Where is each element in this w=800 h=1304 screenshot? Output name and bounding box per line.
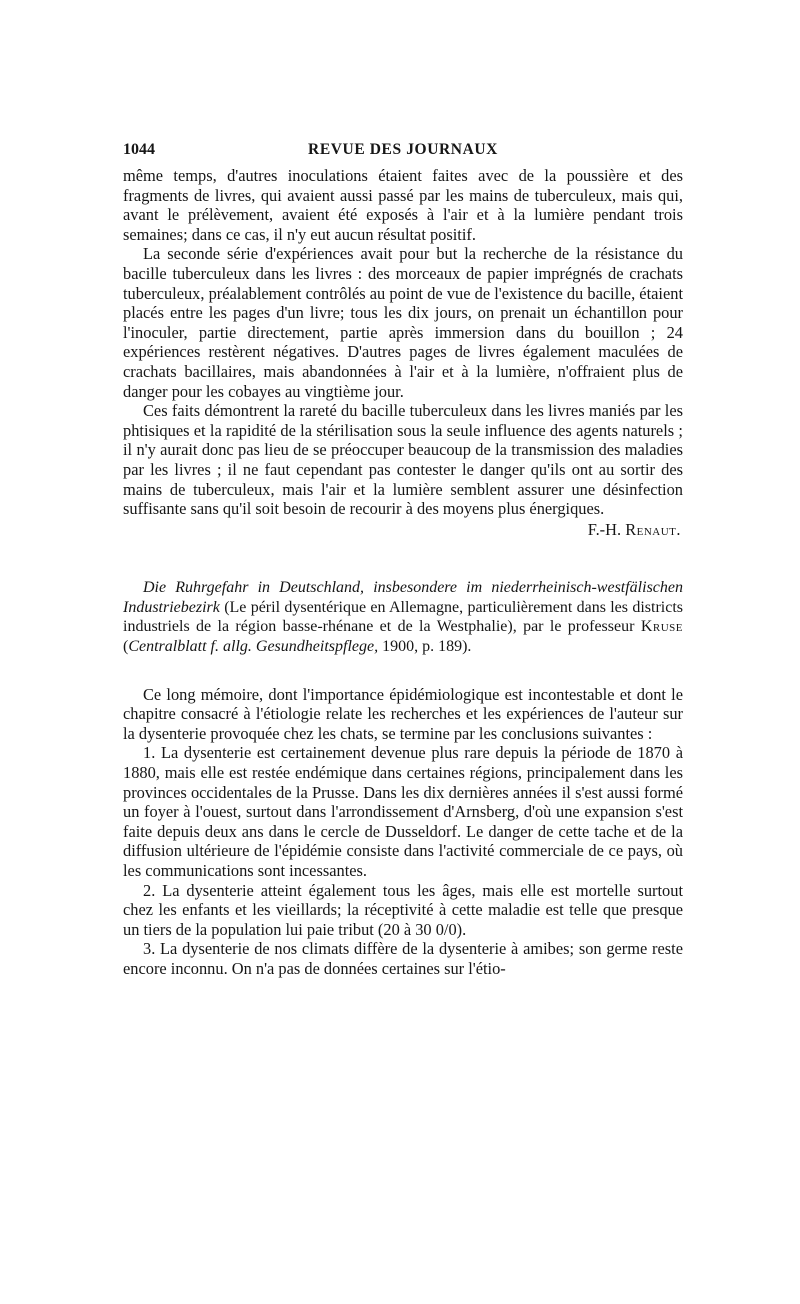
page-header [123,140,683,162]
signature-initials: F.-H. [587,519,622,539]
conclusion-item-3: 3. La dysenterie de nos climats diffère de la dysenterie à amibes; son germe reste encore inconnu. On n'a pas de données certaines sur l'étio- [123,939,683,978]
reference-paren: ( [123,638,129,656]
reference-details: 1900, p. 189). [378,638,472,656]
paragraph-resistance-experiments: La seconde série d'expériences avait pour but la recherche de la résistance du bacille tuberculeux dans les livres : des morceaux de papier imprégnés de crachats tuberculeux, préalablement contrôlés au point de vue de l'existence du bacille, étaient placés entre les pages d'un livre; tous les dix jours, on prenait un échantillon pour l'inoculer, partie directement, partie après immersion dans du bouillon ; 24 expériences restèrent négatives. D'autres pages de livres également maculées de crachats bacillaires, mais abandonnées à l'air et à la lumière, n'offraient plus de danger pour les cobayes au vingtième jour. [123,244,683,401]
signature-name: Renaut. [625,519,681,539]
conclusion-item-2: 2. La dysenterie atteint également tous les âges, mais elle est mortelle surtout chez les enfants et les vieillards; la réceptivité à cette maladie est telle que presque un tiers de la population lui paie tribut (20 à 30 0/0). [123,880,683,939]
author-signature [123,520,681,540]
reference-author: Kruse [640,618,683,636]
paragraph-conclusion: Ces faits démontrent la rareté du bacille tuberculeux dans les livres maniés par les phtisiques et la rapidité de la stérilisation sous la seule influence des agents naturels ; il n'y aurait donc pas lieu de se préoccuper beaucoup de la transmission des maladies par les livres ; il ne faut cependant pas contester le danger qu'ils ont au sortir des mains de tuberculeux, mais l'air et la lumière semblent assurer une désinfection suffisante sans qu'il soit besoin de recourir à des moyens plus énergiques. [123,401,683,519]
article-reference [123,578,683,656]
document-page [123,140,683,979]
paragraph-continued: même temps, d'autres inoculations étaient faites avec de la poussière et des fragments de livres, qui avaient aussi passé par les mains de tuberculeux, mais qui, avant le prélèvement, avaient été exposés à l'air et à la lumière pendant trois semaines; dans ce cas, il n'y eut aucun résultat positif. [123,166,683,244]
page-number: 1044 [123,141,155,158]
reference-title: Die Ruhrgefahr in Deutschland, insbesondere im niederrheinisch-westfälischen Industriebezirk [123,579,683,616]
running-title: REVUE DES JOURNAUX [308,141,498,158]
reference-journal: Centralblatt f. allg. Gesundheitspflege, [128,638,379,656]
review-body [123,685,683,979]
paragraph-intro: Ce long mémoire, dont l'importance épidémiologique est incontestable et dont le chapitre consacré à l'étiologie relate les recherches et les expériences de l'auteur sur la dysenterie provoquée chez les chats, se termine par les conclusions suivantes : [123,684,683,743]
reference-translation: (Le péril dysentérique en Allemagne, particulièrement dans les districts industriels de la région basse-rhénane et de la Westphalie), par le professeur [123,598,683,636]
conclusion-item-1: 1. La dysenterie est certainement devenue plus rare depuis la période de 1870 à 1880, mais elle est restée endémique dans certaines régions, principalement dans les provinces occidentales de la Prusse. Dans les dix dernières années il s'est aussi formé un foyer à l'ouest, surtout dans l'arrondissement d'Arnsberg, d'où une expansion s'est faite depuis deux ans dans le cercle de Dusseldorf. Le danger de cette tache et de la diffusion ultérieure de l'épidémie consiste dans l'activité commerciale de ce pays, où les communications sont incessantes. [123,743,683,880]
